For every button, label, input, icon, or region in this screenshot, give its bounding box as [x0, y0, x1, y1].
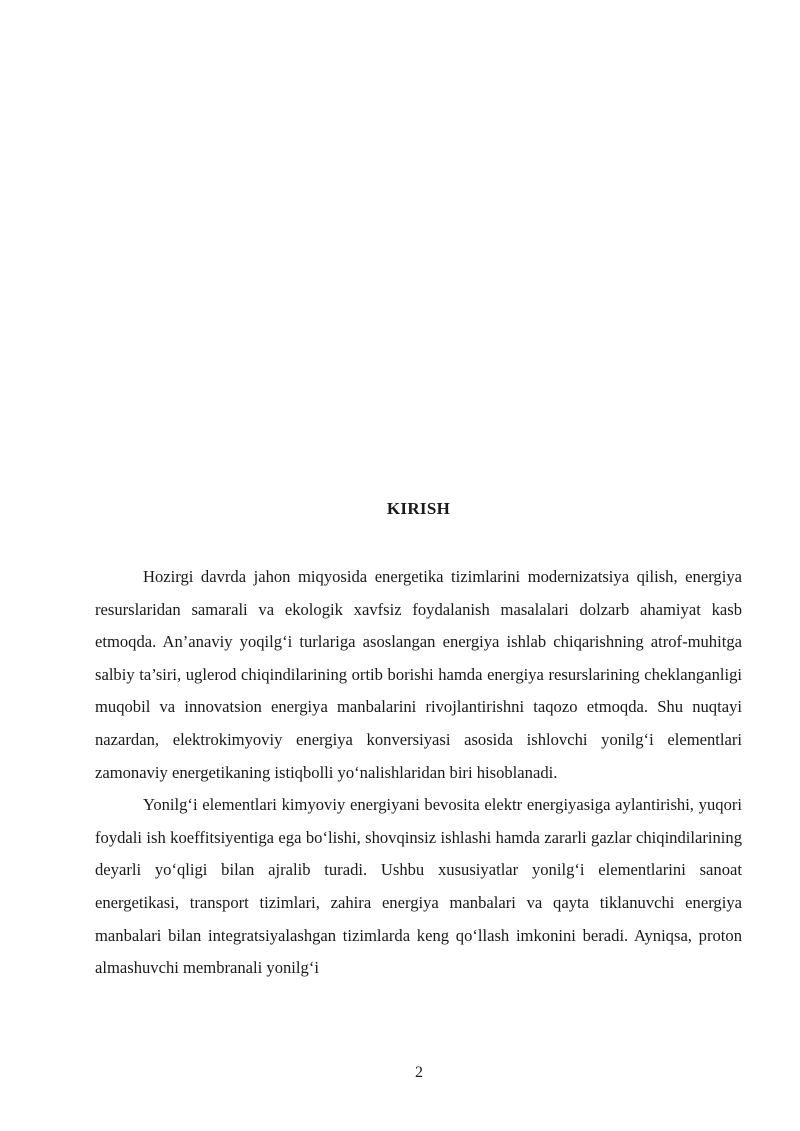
section-heading: KIRISH — [386, 499, 451, 518]
body-text — [95, 561, 742, 985]
paragraph-2: Yonilg‘i elementlari kimyoviy energiyani bevosita elektr energiyasiga aylantirishi, yuqori foydali ish koeffitsiyentiga ega bo‘lishi, shovqinsiz ishlashi hamda zararli gazlar chiqindilarining deyarli yo‘qligi bilan ajralib turadi. Ushbu xususiyatlar yonilg‘i elementlarini sanoat energetikasi, transport tizimlari, zahira energiya manbalari va qayta tiklanuvchi energiya manbalari bilan integratsiyalashgan tizimlarda keng qo‘llash imkonini beradi. Ayniqsa, proton almashuvchi membranali yonilg‘i — [95, 795, 742, 978]
paragraph-1: Hozirgi davrda jahon miqyosida energetika tizimlarini modernizatsiya qilish, energiya resurslaridan samarali va ekologik xavfsiz foydalanish masalalari dolzarb ahamiyat kasb etmoqda. An’anaviy yoqilg‘i turlariga asoslangan energiya ishlab chiqarishning atrof-muhitga salbiy ta’siri, uglerod chiqindilarining ortib borishi hamda energiya resurslarining cheklanganligi muqobil va innovatsion energiya manbalarini rivojlantirishni taqozo etmoqda. Shu nuqtayi nazardan, elektrokimyoviy energiya konversiyasi asosida ishlovchi yonilg‘i elementlari zamonaviy energetikaning istiqbolli yo‘nalishlaridan biri hisoblanadi. — [95, 567, 742, 782]
page-number: 2 — [415, 1064, 423, 1081]
